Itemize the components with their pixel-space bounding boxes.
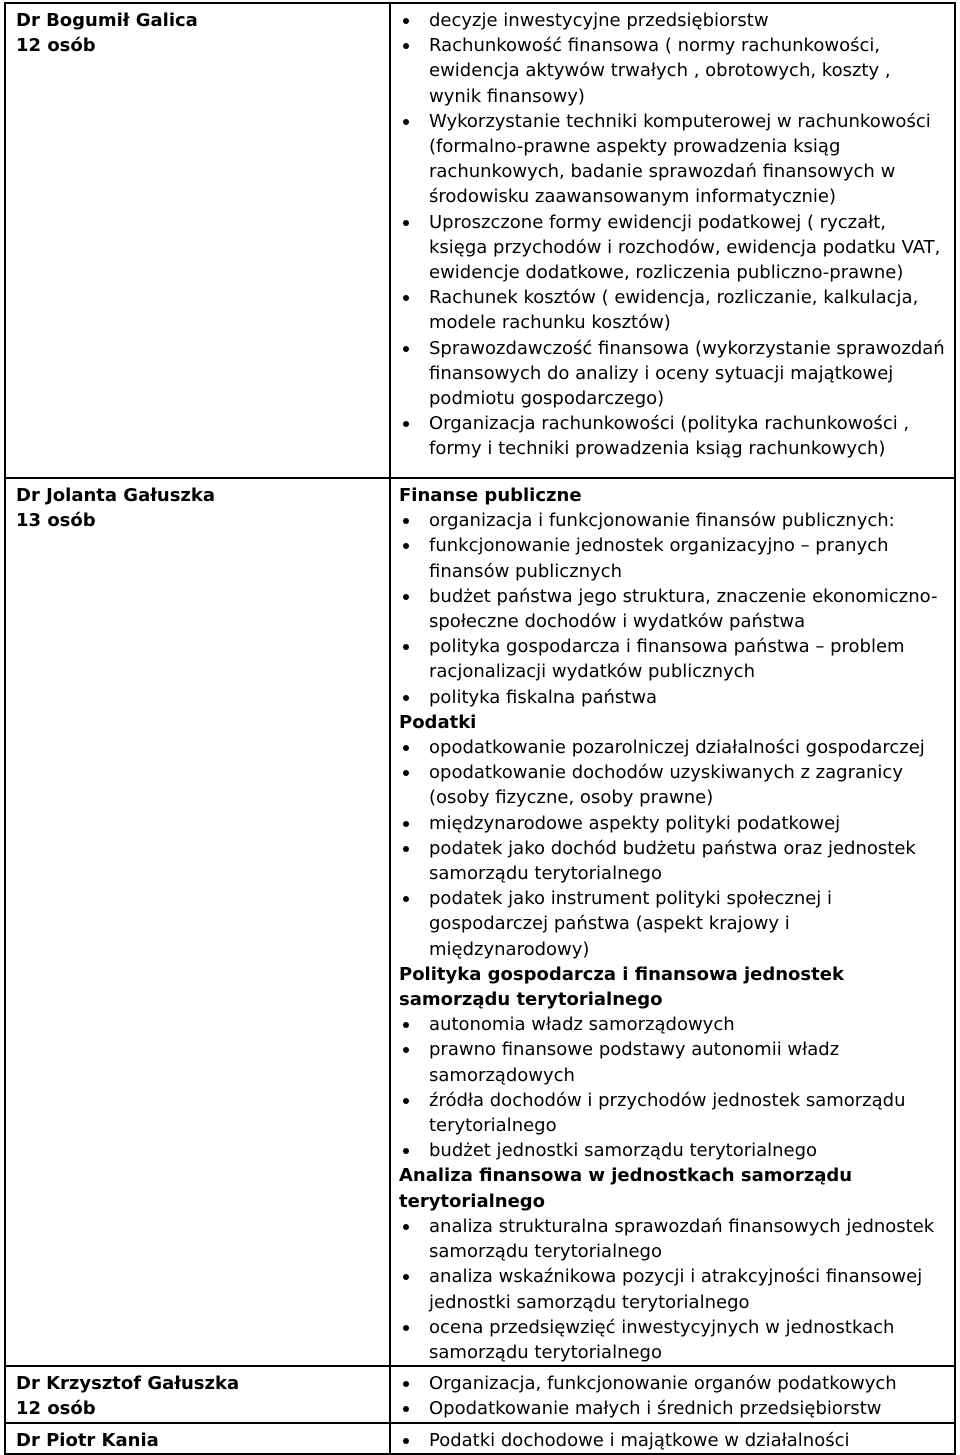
list-item: opodatkowanie dochodów uzyskiwanych z zagranicy (osoby fizyczne, osoby prawne) bbox=[399, 760, 946, 810]
topics-cell bbox=[390, 478, 955, 1366]
group-size: 12 osób bbox=[16, 1398, 96, 1420]
lecturer-cell bbox=[5, 3, 390, 478]
list-item: analiza strukturalna sprawozdań finansowych jednostek samorządu terytorialnego bbox=[399, 1214, 946, 1264]
list-item: Organizacja, funkcjonowanie organów podatkowych bbox=[399, 1371, 946, 1396]
list-item: Opodatkowanie małych i średnich przedsiębiorstw bbox=[399, 1396, 946, 1421]
list-item: polityka gospodarcza i finansowa państwa – problem racjonalizacji wydatków publicznych bbox=[399, 634, 946, 684]
section-title: Podatki bbox=[399, 711, 477, 733]
topic-list bbox=[399, 1214, 946, 1365]
list-item: polityka fiskalna państwa bbox=[399, 685, 946, 710]
list-item: Rachunkowość finansowa ( normy rachunkowości, ewidencja aktywów trwałych , obrotowych, koszty , wynik finansowy) bbox=[399, 33, 946, 109]
list-item: budżet państwa jego struktura, znaczenie ekonomiczno-społeczne dochodów i wydatków państwa bbox=[399, 584, 946, 634]
topics-cell bbox=[390, 1423, 955, 1454]
list-item: Uproszczone formy ewidencji podatkowej ( ryczałt, księga przychodów i rozchodów, ewidencja podatku VAT, ewidencje dodatkowe, rozliczenia publiczno-prawne) bbox=[399, 210, 946, 286]
list-item: Sprawozdawczość finansowa (wykorzystanie sprawozdań finansowych do analizy i oceny sytuacji majątkowej podmiotu gospodarczego) bbox=[399, 336, 946, 412]
list-item: prawno finansowe podstawy autonomii władz samorządowych bbox=[399, 1037, 946, 1087]
lecturer-cell bbox=[5, 1423, 390, 1454]
list-item: funkcjonowanie jednostek organizacyjno – pranych finansów publicznych bbox=[399, 533, 946, 583]
seminar-table bbox=[4, 2, 956, 1455]
topic-list bbox=[399, 1012, 946, 1163]
list-item: Organizacja rachunkowości (polityka rachunkowości , formy i techniki prowadzenia ksiąg rachunkowych) bbox=[399, 411, 946, 461]
section-title: Analiza finansowa w jednostkach samorządu terytorialnego bbox=[399, 1165, 853, 1212]
section-title: Polityka gospodarcza i finansowa jednostek samorządu terytorialnego bbox=[399, 963, 844, 1011]
lecturer-cell bbox=[5, 478, 390, 1366]
lecturer-name: Dr Krzysztof Gałuszka bbox=[16, 1373, 240, 1395]
table-row bbox=[5, 478, 955, 1366]
group-size: 12 osób bbox=[16, 35, 96, 57]
lecturer-name: Dr Jolanta Gałuszka bbox=[16, 485, 216, 506]
topic-list bbox=[399, 1428, 946, 1453]
list-item: analiza wskaźnikowa pozycji i atrakcyjności finansowej jednostki samorządu terytorialnego bbox=[399, 1264, 946, 1314]
topic-list bbox=[399, 8, 946, 462]
section-title: Finanse publiczne bbox=[399, 485, 582, 506]
topics-cell bbox=[390, 1366, 955, 1422]
table-row bbox=[5, 1366, 955, 1422]
list-item: międzynarodowe aspekty polityki podatkowej bbox=[399, 811, 946, 836]
list-item: ocena przedsięwzięć inwestycyjnych w jednostkach samorządu terytorialnego bbox=[399, 1315, 946, 1365]
list-item: Podatki dochodowe i majątkowe w działalności bbox=[399, 1428, 946, 1453]
list-item: organizacja i funkcjonowanie finansów publicznych: bbox=[399, 508, 946, 533]
list-item: decyzje inwestycyjne przedsiębiorstw bbox=[399, 8, 946, 33]
topics-cell bbox=[390, 3, 955, 478]
list-item: budżet jednostki samorządu terytorialnego bbox=[399, 1138, 946, 1163]
lecturer-name: Dr Piotr Kania bbox=[16, 1429, 159, 1451]
lecturer-cell bbox=[5, 1366, 390, 1422]
topic-list bbox=[399, 1371, 946, 1421]
list-item: Wykorzystanie techniki komputerowej w rachunkowości (formalno-prawne aspekty prowadzenia ksiąg rachunkowych, badanie sprawozdań finansowych w środowisku zaawansowanym informatycznie) bbox=[399, 109, 946, 210]
list-item: opodatkowanie pozarolniczej działalności gospodarczej bbox=[399, 735, 946, 760]
topic-list bbox=[399, 735, 946, 962]
group-size: 13 osób bbox=[16, 510, 96, 532]
topic-list bbox=[399, 508, 946, 710]
list-item: podatek jako instrument polityki społecznej i gospodarczej państwa (aspekt krajowy i międzynarodowy) bbox=[399, 886, 946, 962]
lecturer-name: Dr Bogumił Galica bbox=[16, 10, 198, 31]
list-item: podatek jako dochód budżetu państwa oraz jednostek samorządu terytorialnego bbox=[399, 836, 946, 886]
list-item: źródła dochodów i przychodów jednostek samorządu terytorialnego bbox=[399, 1088, 946, 1138]
list-item: autonomia władz samorządowych bbox=[399, 1012, 946, 1037]
list-item: Rachunek kosztów ( ewidencja, rozliczanie, kalkulacja, modele rachunku kosztów) bbox=[399, 285, 946, 335]
table-row bbox=[5, 1423, 955, 1454]
table-row bbox=[5, 3, 955, 478]
